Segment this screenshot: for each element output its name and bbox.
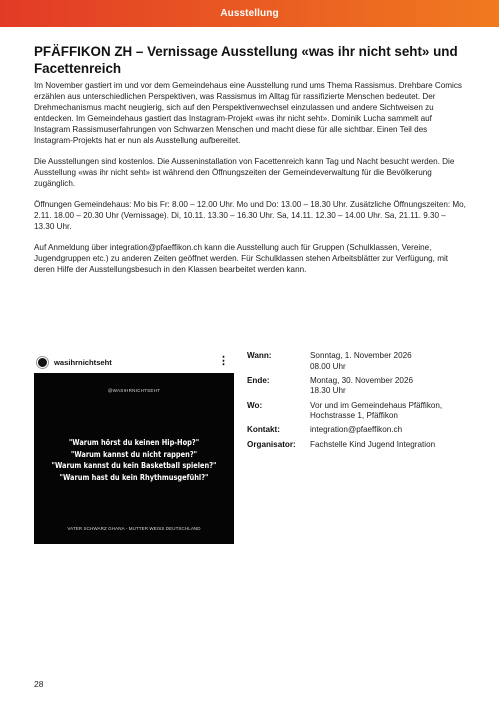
info-value-line: Sonntag, 1. November 2026 bbox=[310, 351, 412, 360]
post-handle-tag: @WASIHRNICHTSEHT bbox=[107, 388, 161, 393]
info-row-contact bbox=[247, 425, 466, 436]
info-row-where bbox=[247, 401, 466, 422]
post-quote: "Warum kannst du nicht rappen?" bbox=[70, 449, 198, 459]
post-quote: "Warum hast du kein Rhythmusgefühl?" bbox=[59, 472, 209, 482]
info-value bbox=[310, 440, 435, 451]
info-value-line: Vor und im Gemeindehaus Pfäffikon, bbox=[310, 400, 443, 410]
section-label: Ausstellung bbox=[220, 8, 279, 19]
post-header bbox=[34, 351, 234, 373]
contact-email[interactable]: integration@pfaeffikon.ch bbox=[310, 425, 403, 435]
article-paragraph-opening-hours: Öffnungen Gemeindehaus: Mo bis Fr: 8.00 – 12.00 Uhr. Mo und Do: 13.00 – 18.30 Uhr. Zusätzliche Öffnungszeiten: Mo, 2.11. 18.00 – 20.30 Uhr (Vernissage). Di, 10.11. 13.30 – 16.30 Uhr. Sa, 14.11. 12.30 – 14.00 Uhr. Sa, 21.11. 9.30 – 13.30 Uhr. bbox=[34, 200, 466, 231]
article-title: PFÄFFIKON ZH – Vernissage Ausstellung «was ihr nicht seht» und Facettenreich bbox=[34, 44, 458, 76]
info-label: Wann: bbox=[247, 351, 272, 360]
instagram-post bbox=[34, 351, 234, 541]
article bbox=[34, 44, 466, 287]
article-paragraph-admission: Die Ausstellungen sind kostenlos. Die Ausseninstallation von Facettenreich kann Tag und Nacht besucht werden. Die Ausstellung «was ihr nicht seht» ist während den Öffnungszeiten der Gemeindeverwaltung für die Bevölkerung zugänglich. bbox=[34, 156, 455, 188]
info-label: Organisator: bbox=[247, 439, 296, 449]
post-quote: "Warum kannst du kein Basketball spielen?" bbox=[51, 461, 217, 471]
post-username: wasihrnichtseht bbox=[54, 357, 112, 367]
info-value bbox=[310, 351, 412, 372]
info-label: Kontakt: bbox=[247, 425, 280, 435]
info-value bbox=[310, 401, 442, 422]
post-caption: VATER SCHWARZ GHANA - MUTTER WEISS DEUTSCHLAND bbox=[67, 526, 201, 531]
info-value-line: 08.00 Uhr bbox=[310, 361, 346, 371]
info-value-line: 18.30 Uhr bbox=[310, 386, 346, 396]
avatar bbox=[37, 357, 48, 368]
info-label: Ende: bbox=[247, 375, 270, 385]
post-quote: "Warum hörst du keinen Hip-Hop?" bbox=[68, 438, 200, 447]
info-value-line: Hochstrasse 1, Pfäffikon bbox=[310, 411, 398, 421]
info-value bbox=[310, 376, 413, 397]
info-value-line: Montag, 30. November 2026 bbox=[310, 375, 413, 385]
section-banner bbox=[0, 0, 499, 27]
event-info bbox=[247, 351, 466, 454]
info-label: Wo: bbox=[247, 400, 263, 410]
post-quotes bbox=[48, 437, 220, 483]
info-row-organizer bbox=[247, 440, 466, 451]
info-value bbox=[310, 425, 402, 436]
more-dots-icon: ⋮ bbox=[218, 355, 228, 367]
info-value-line: Fachstelle Kind Jugend Integration bbox=[310, 439, 436, 449]
info-row-end bbox=[247, 376, 466, 397]
event-section bbox=[34, 351, 466, 551]
post-image bbox=[34, 373, 234, 544]
article-paragraph-groups: Auf Anmeldung über integration@pfaeffikon.ch kann die Ausstellung auch für Gruppen (Schulklassen, Vereine, Jugendgruppen etc.) zu anderen Zeiten geöffnet werden. Für Schulklassen stehen Arbeitsblätter zur Verfügung, mit deren Hilfe der Ausstellungsbesuch in den Klassen bearbeitet werden kann. bbox=[34, 243, 449, 275]
page-number: 28 bbox=[34, 679, 44, 689]
info-row-when bbox=[247, 351, 466, 372]
article-paragraph-intro: Im November gastiert im und vor dem Gemeindehaus eine Ausstellung rund ums Thema Rassismus. Drehbare Comics erzählen aus unterschiedlichen Perspektiven, was Rassismus im Alltag für rassifizierte Menschen bedeutet. Der Drehmechanismus macht neugierig, sich auf den Perspektivenwechsel einzulassen und andere Sichtweisen zu entdecken. Im Gemeindehaus gastiert das Instagram-Projekt «was ihr nicht seht». Dominik Lucha sammelt auf Instagram Rassismuserfahrungen von Schwarzen Menschen und macht diese für alle sichtbar. Einen Teil des Instagram-Projekts hat er nun als Ausstellung aufbereitet. bbox=[34, 81, 462, 145]
